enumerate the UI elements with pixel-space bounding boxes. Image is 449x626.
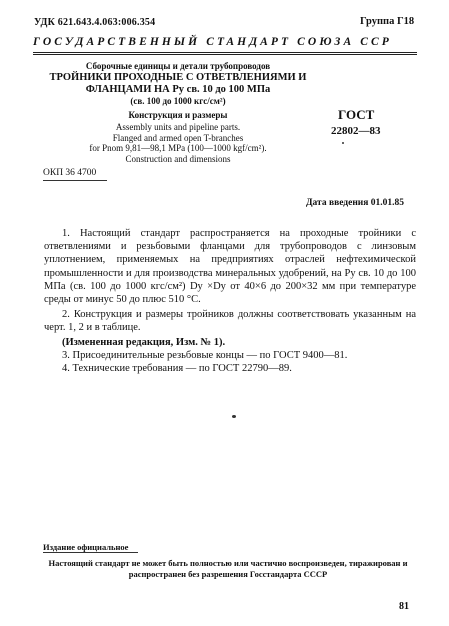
paragraph-4: 4. Технические требования — по ГОСТ 22790—89.	[62, 363, 292, 374]
introduction-date: Дата введения 01.01.85	[306, 198, 405, 208]
paragraph-2: 2. Конструкция и размеры тройников должны соответствовать указанным на черт. 1, 2 и в таблице.	[44, 309, 416, 334]
english-line-4: Construction and dimensions	[125, 153, 231, 164]
print-speck	[342, 142, 344, 144]
print-speck	[232, 415, 236, 418]
english-line-2: Flanged and armed open T-branches	[112, 132, 244, 143]
paragraph-1: 1. Настоящий стандарт распространяется на проходные тройники с ответвлениями и резьбовыми фланцами для трубопроводов с линзовым уплотнением, применяемых на предприятиях отраслей нефтехимической промышленности и для производства минеральных удобрений, на Py св. 10 до 100 МПа (св. 100 до 1000 кгс/см²) Dy ×Dy от 40×6 до 200×32 мм при температуре среды от минус 50 до плюс 510 °С.	[44, 228, 416, 306]
pressure-units-line: (св. 100 до 1000 кгс/см²)	[130, 96, 226, 106]
copyright-notice: Настоящий стандарт не может быть полностью или частично воспроизведен, тиражирован и распространен без разрешения Госстандарта СССР	[48, 558, 408, 579]
gost-label: ГОСТ	[338, 107, 375, 122]
english-line-3: for Pnom 9,81—98,1 MPa (100—1000 kgf/cm²).	[89, 143, 267, 153]
okp-code: ОКП 36 4700	[43, 168, 97, 178]
title-line-2: ФЛАНЦАМИ НА Pу св. 10 до 100 МПа	[85, 83, 271, 95]
udk-code: УДК 621.643.4.063:006.354	[34, 17, 156, 28]
footer-rule	[43, 552, 138, 553]
amendment-note: (Измененная редакция, Изм. № 1).	[62, 337, 226, 348]
gost-number: 22802—83	[331, 125, 381, 137]
title-line-1: ТРОЙНИКИ ПРОХОДНЫЕ С ОТВЕТВЛЕНИЯМИ И	[49, 72, 307, 83]
group-code: Группа Г18	[360, 16, 415, 27]
english-title	[33, 122, 323, 164]
state-standard-heading: ГОСУДАРСТВЕННЫЙ СТАНДАРТ СОЮЗА ССР	[33, 36, 392, 48]
header-rule	[33, 52, 417, 53]
paragraph-3: 3. Присоединительные резьбовые концы — по ГОСТ 9400—81.	[62, 350, 348, 361]
construction-label: Конструкция и размеры	[128, 110, 228, 120]
edition-label: Издание официальное	[43, 542, 129, 552]
okp-rule	[43, 180, 107, 181]
document-title	[33, 72, 323, 95]
english-line-1: Assembly units and pipeline parts.	[115, 122, 241, 132]
header-rule-double	[33, 54, 417, 55]
page-number: 81	[399, 601, 409, 612]
subtitle: Сборочные единицы и детали трубопроводов	[85, 61, 271, 71]
